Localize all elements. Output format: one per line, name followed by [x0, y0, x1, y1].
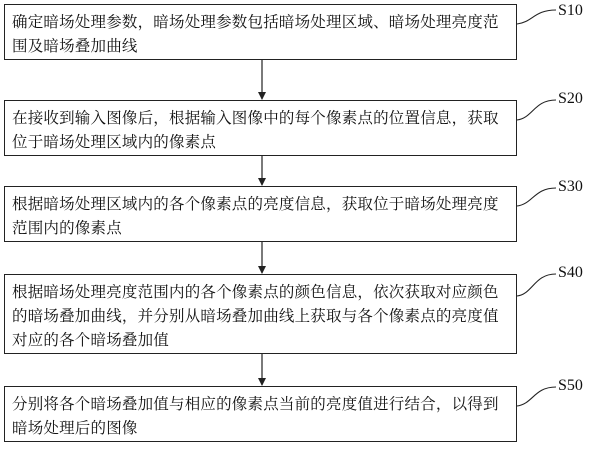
leader-curve-s10 — [517, 10, 556, 24]
step-label-s50: S50 — [558, 377, 583, 394]
leader-curve-s30 — [517, 188, 556, 206]
step-label-s40: S40 — [558, 264, 583, 281]
leader-curve-s20 — [517, 100, 556, 120]
step-label-s20: S20 — [558, 90, 583, 107]
step-box-s30 — [4, 186, 517, 242]
step-text-s20: 在接收到输入图像后，根据输入图像中的每个像素点的位置信息，获取位于暗场处理区域内的像素点 — [12, 109, 499, 151]
step-label-s10: S10 — [558, 2, 583, 19]
step-text-s40: 根据暗场处理亮度范围内的各个像素点的颜色信息，依次获取对应颜色的暗场叠加曲线，并分别从暗场叠加曲线上获取与各个像素点的亮度值对应的各个暗场叠加值 — [12, 283, 499, 349]
leader-curve-s50 — [517, 387, 556, 406]
leader-curve-s40 — [517, 274, 556, 296]
step-label-s30: S30 — [558, 178, 583, 195]
step-box-s10 — [4, 4, 517, 60]
step-box-s50 — [4, 386, 517, 442]
step-box-s40 — [4, 274, 517, 354]
step-text-s50: 分别将各个暗场叠加值与相应的像素点当前的亮度值进行结合，以得到暗场处理后的图像 — [12, 395, 499, 437]
step-text-s30: 根据暗场处理区域内的各个像素点的亮度信息，获取位于暗场处理亮度范围内的像素点 — [12, 195, 499, 237]
step-text-s10: 确定暗场处理参数，暗场处理参数包括暗场处理区域、暗场处理亮度范围及暗场叠加曲线 — [12, 13, 499, 55]
step-box-s20 — [4, 100, 517, 156]
